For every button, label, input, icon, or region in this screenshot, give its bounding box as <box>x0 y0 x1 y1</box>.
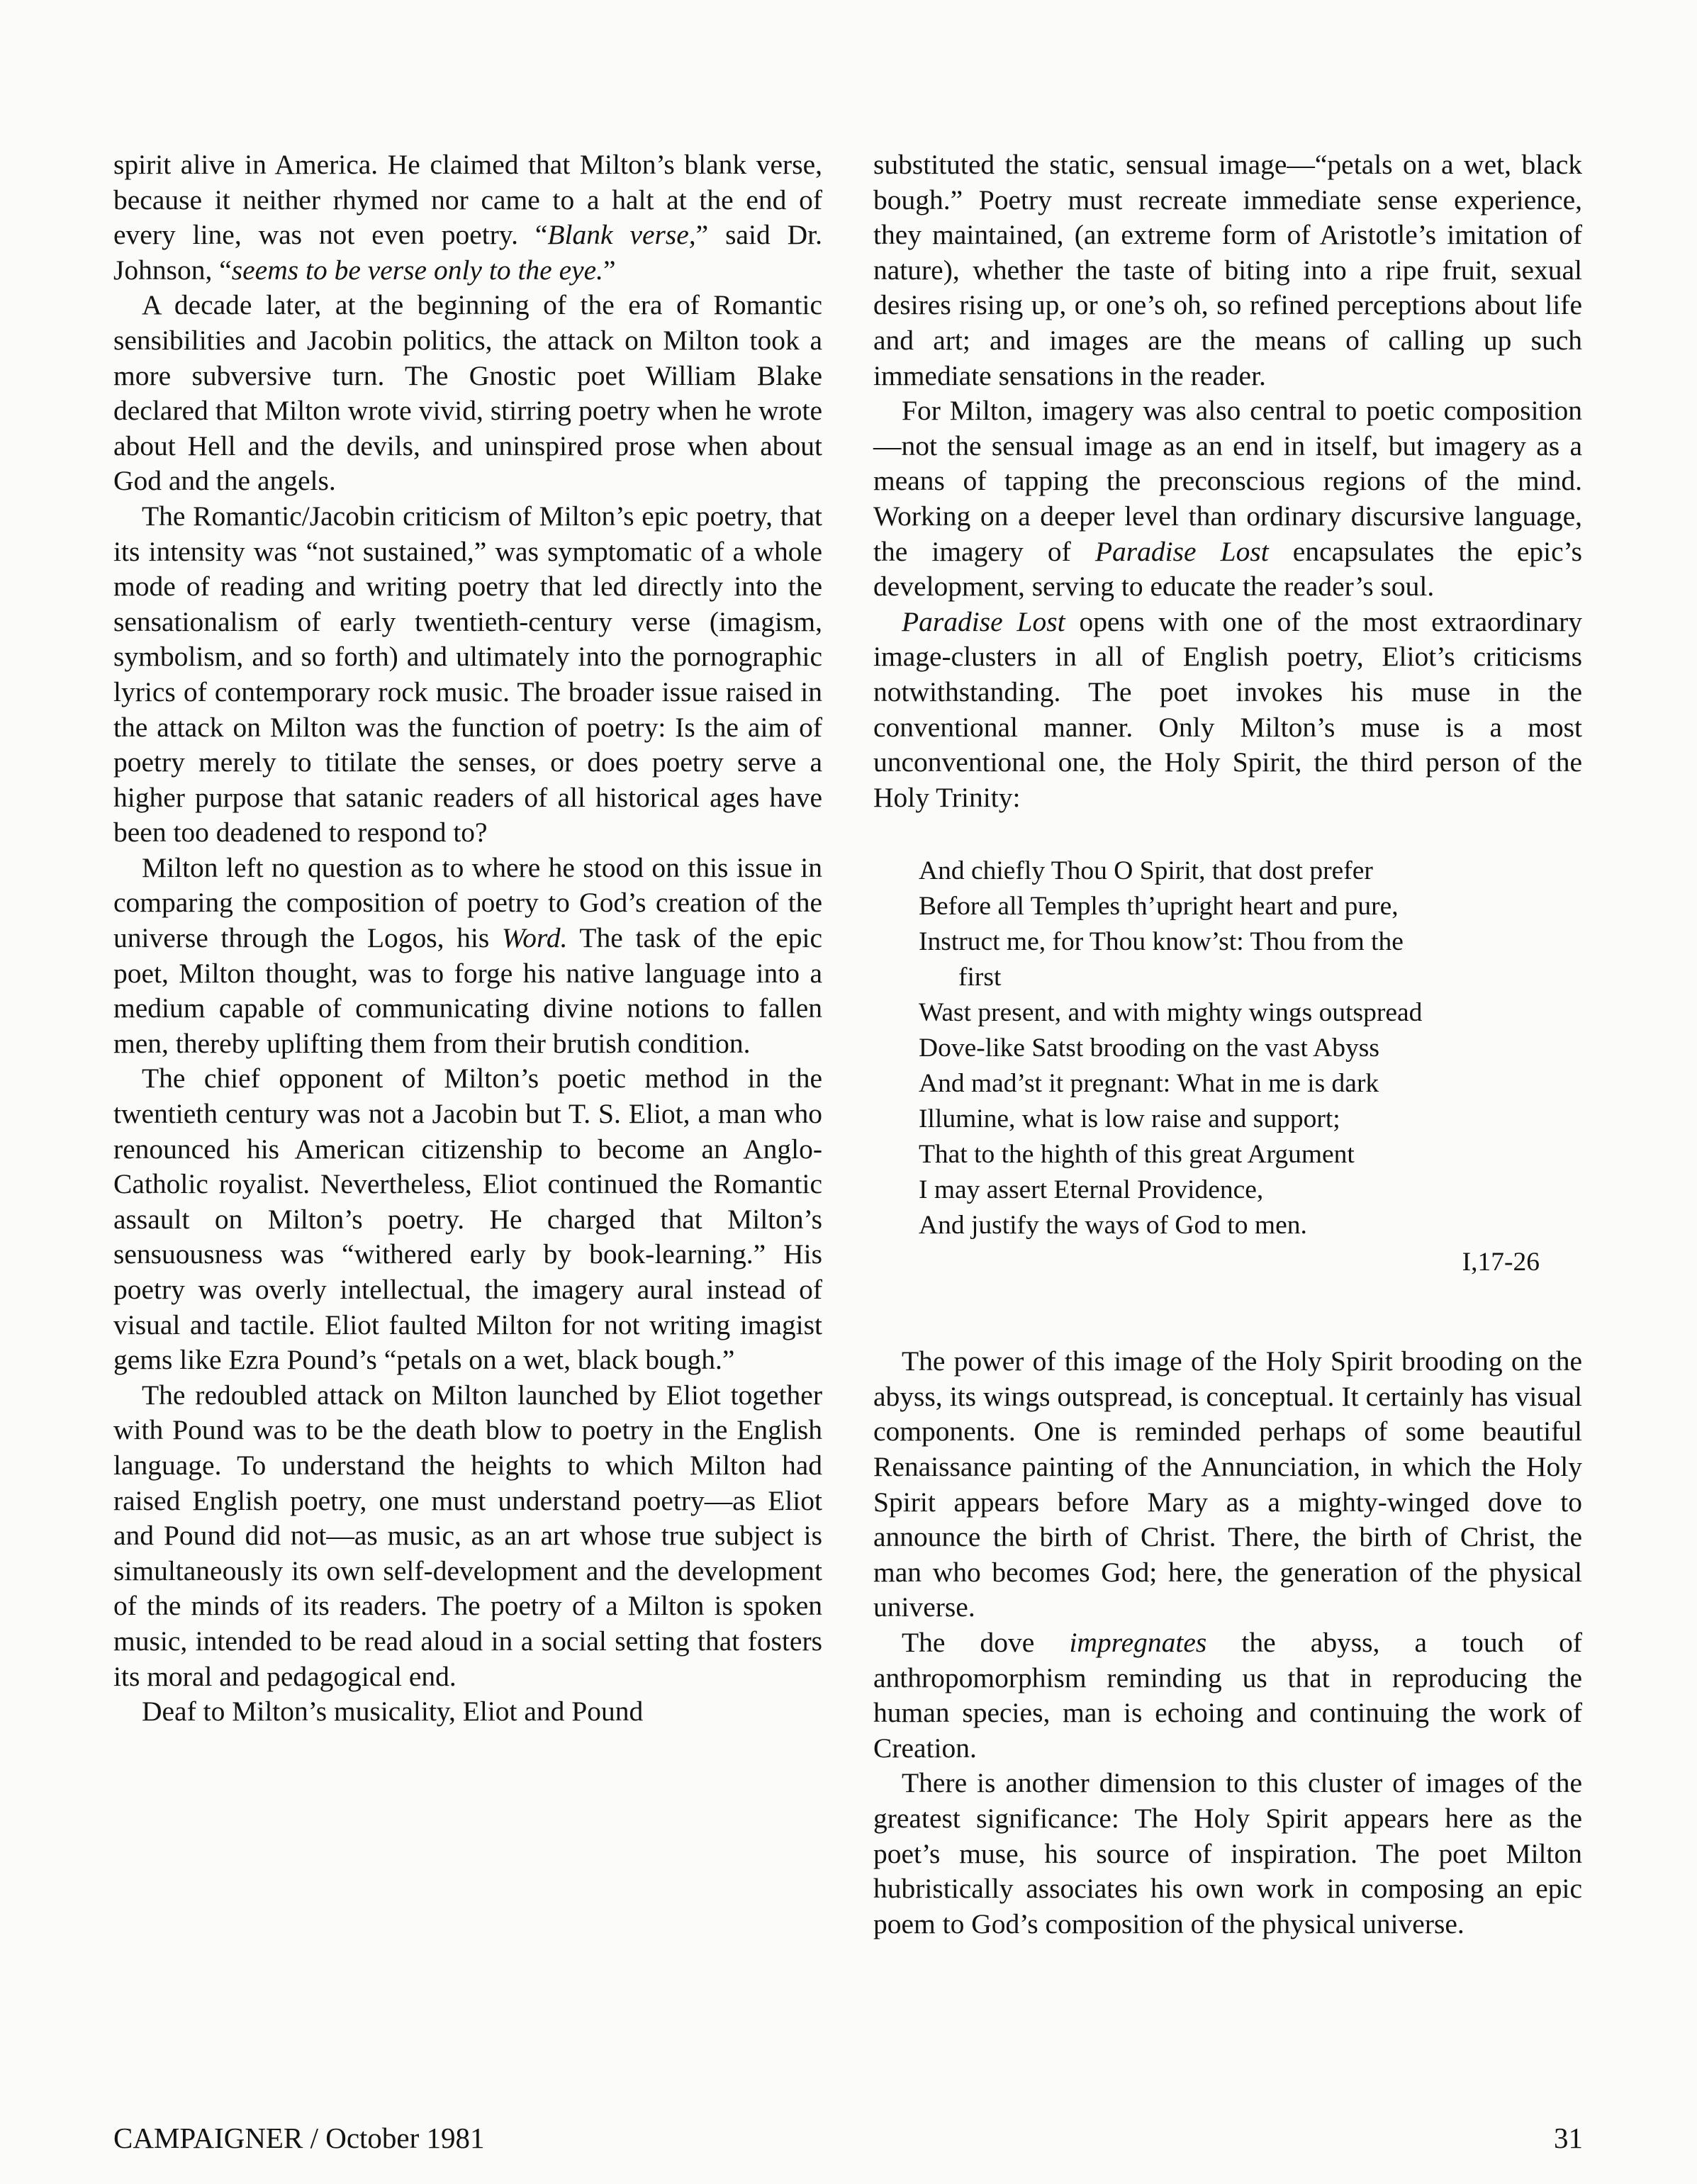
verse-line: Instruct me, for Thou know’st: Thou from the <box>919 927 1404 957</box>
text-run: There is another dimension to this cluster of images of the greatest significance: The Holy Spirit appears here as the poet’s muse, his source of inspiration. The poet Milton hubristically associates his own work in composing an epic poem to God’s composition of the physical universe. <box>873 1767 1582 1939</box>
left-column <box>113 147 822 1730</box>
right-column-intro <box>873 147 1582 815</box>
text-run: The Romantic/Jacobin criticism of Milton’s epic poetry, that its intensity was “not sustained,” was symptomatic of a whole mode of reading and writing poetry that led directly into the sensationalism of early twentieth-century verse (imagism, symbolism, and so forth) and ultimately into the pornographic lyrics of contemporary rock music. The broader issue raised in the attack on Milton was the function of poetry: Is the aim of poetry merely to titilate the senses, or does poetry serve a higher purpose that satanic readers of all historical ages have been too deadened to respond to? <box>113 500 822 849</box>
text-run: spirit alive in America. He claimed that Milton’s blank verse, because it neither rhymed nor came to a halt at the end of every line, was not even poetry. “ <box>113 149 822 251</box>
verse-quotation <box>919 853 1582 1280</box>
paragraph <box>113 147 822 288</box>
verse-line: Before all Temples th’upright heart and pure, <box>919 892 1399 922</box>
text-run: A decade later, at the beginning of the era of Romantic sensibilities and Jacobin politics, the attack on Milton took a more subversive turn. The Gnostic poet William Blake declared that Milton wrote vivid, stirring poetry when he wrote about Hell and the devils, and uninspired prose when about God and the angels. <box>113 289 822 497</box>
paragraph <box>113 1378 822 1694</box>
text-run: The task of the epic poet, Milton thought, was to forge his native language into a medium capable of communicating divine notions to fallen men, thereby uplifting them from their brutish condition. <box>113 922 822 1059</box>
paragraph <box>113 851 822 1062</box>
text-run: opens with one of the most extraordinary image-clusters in all of English poetry, Eliot’s criticisms notwithstanding. The poet invokes his muse in the conventional manner. Only Milton’s muse is a most unconventional one, the Holy Spirit, the third person of the Holy Trinity: <box>873 605 1582 813</box>
text-run: Milton left no question as to where he stood on this issue in comparing the composition of poetry to God’s creation of the universe through the Logos, his <box>113 851 822 954</box>
text-run: ” <box>603 254 616 286</box>
italic-text-run: Paradise Lost <box>902 605 1065 637</box>
italic-text-run: Paradise Lost <box>1094 535 1269 567</box>
text-run: The chief opponent of Milton’s poetic method in the twentieth century was not a Jacobin but T. S. Eliot, a man who renounced his American citizenship to become an Anglo-Catholic royalist. Nevertheless, Eliot continued the Romantic assault on Milton’s poetry. He charged that Milton’s sensuousness was “withered early by book-learning.” His poetry was overly intellectual, the imagery aural instead of visual and tactile. Eliot faulted Milton for not writing imagist gems like Ezra Pound’s “petals on a wet, black bough.” <box>113 1063 822 1376</box>
verse-citation: I,17-26 <box>1462 1248 1540 1277</box>
publication-footer: CAMPAIGNER / October 1981 <box>113 2122 485 2154</box>
verse-line: And mad’st it pregnant: What in me is dark <box>919 1069 1379 1099</box>
paragraph <box>873 1344 1582 1625</box>
paragraph <box>873 1625 1582 1766</box>
text-run: The dove <box>902 1627 1070 1659</box>
text-run: ” said Dr. Johnson, “ <box>113 219 822 286</box>
paragraph <box>113 288 822 499</box>
verse-line: Wast present, and with mighty wings outspread <box>919 998 1423 1028</box>
verse-line: I may assert Eternal Providence, <box>919 1175 1264 1205</box>
italic-text-run: Blank verse, <box>547 219 696 251</box>
paragraph <box>113 1061 822 1377</box>
page-number: 31 <box>1554 2122 1583 2154</box>
verse-lines <box>919 853 1582 1243</box>
verse-line: Illumine, what is low raise and support; <box>919 1104 1340 1134</box>
paragraph <box>113 1694 822 1730</box>
text-run: The power of this image of the Holy Spirit brooding on the abyss, its wings outspread, is conceptual. It certainly has visual components. One is reminded perhaps of some beautiful Renaissance painting of the Annunciation, in which the Holy Spirit appears before Mary as a mighty-winged dove to announce the birth of Christ. There, the birth of Christ, the man who becomes God; here, the generation of the physical universe. <box>873 1345 1582 1623</box>
text-run: the abyss, a touch of anthropomorphism reminding us that in reproducing the human species, man is echoing and continuing the work of Creation. <box>873 1627 1582 1764</box>
verse-line: And chiefly Thou O Spirit, that dost prefer <box>919 856 1373 886</box>
paragraph <box>873 147 1582 393</box>
paragraph <box>873 393 1582 605</box>
italic-text-run: impregnates <box>1069 1627 1207 1659</box>
text-run: For Milton, imagery was also central to poetic composition—not the sensual image as an end in itself, but imagery as a means of tapping the preconscious regions of the mind. Working on a deeper level than ordinary discursive language, the imagery of <box>873 395 1582 567</box>
text-run: encapsulates the epic’s development, serving to educate the reader’s soul. <box>873 535 1582 603</box>
paragraph <box>873 1766 1582 1942</box>
text-run: substituted the static, sensual image—“petals on a wet, black bough.” Poetry must recreate immediate sense experience, they maintained, (an extreme form of Aristotle’s imitation of nature), whether the taste of biting into a ripe fruit, sexual desires rising up, or one’s oh, so refined perceptions about life and art; and images are the means of calling up such immediate sensations in the reader. <box>873 149 1582 391</box>
text-run: The redoubled attack on Milton launched by Eliot together with Pound was to be the death blow to poetry in the English language. To understand the heights to which Milton had raised English poetry, one must understand poetry—as Eliot and Pound did not—as music, as an art whose true subject is simultaneously its own self-development and the development of the minds of its readers. The poetry of a Milton is spoken music, intended to be read aloud in a social setting that fosters its moral and pedagogical end. <box>113 1379 822 1692</box>
paragraph <box>113 499 822 851</box>
text-run: Deaf to Milton’s musicality, Eliot and Pound <box>142 1696 644 1727</box>
verse-line: And justify the ways of God to men. <box>919 1211 1307 1241</box>
paragraph <box>873 605 1582 816</box>
right-column-continuation <box>873 1344 1582 1942</box>
verse-line: That to the highth of this great Argument <box>919 1140 1355 1170</box>
right-column <box>873 147 1582 1942</box>
verse-line: first <box>958 963 1002 992</box>
italic-text-run: Word. <box>501 922 568 954</box>
verse-line: Dove-like Satst brooding on the vast Abyss <box>919 1034 1379 1063</box>
italic-text-run: seems to be verse only to the eye. <box>231 254 604 286</box>
